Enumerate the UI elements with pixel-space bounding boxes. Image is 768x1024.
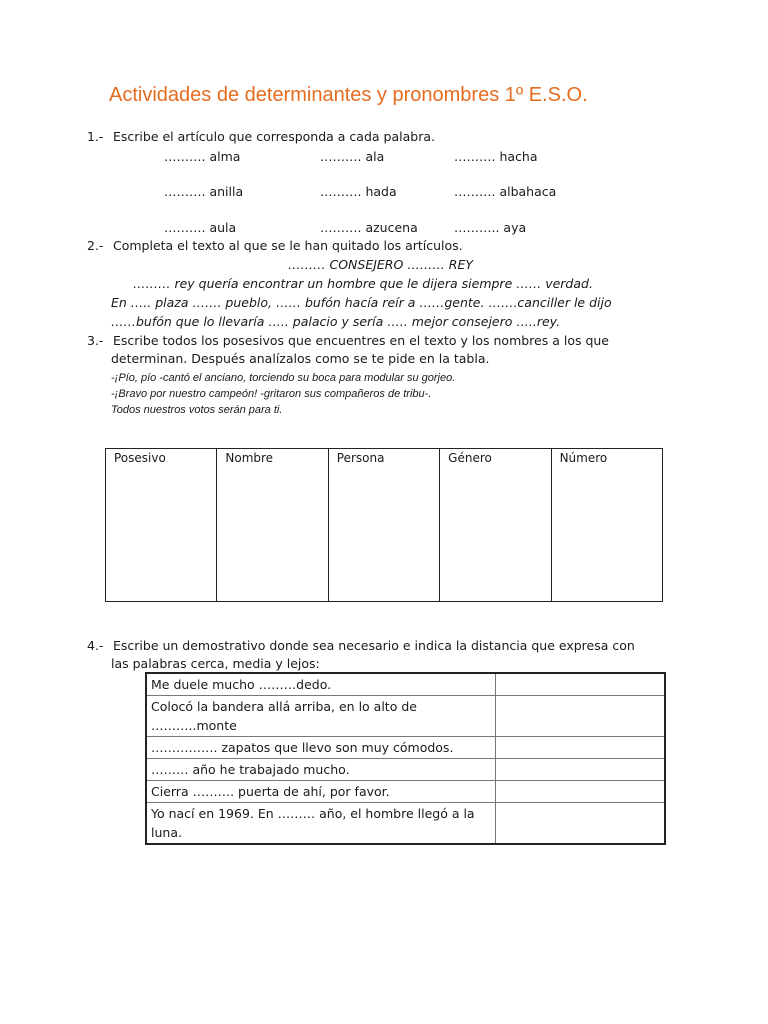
ex1-instruction: 1.- Escribe el artículo que corresponda a cada palabra. (87, 129, 435, 144)
sentence-cell: Me duele mucho ………dedo. (146, 673, 496, 696)
sentence-cell: ……………. zapatos que llevo son muy cómodos. (146, 737, 496, 759)
demonstratives-table (145, 672, 666, 845)
ex4-instruction: 4.- Escribe un demostrativo donde sea necesario e indica la distancia que expresa con (87, 638, 635, 653)
ex2-text-line: ……… rey quería encontrar un hombre que le dijera siempre …… verdad. (133, 276, 593, 291)
table-header-row (106, 449, 663, 602)
sentence-cell: Yo nací en 1969. En ……… año, el hombre llegó a la luna. (146, 803, 496, 845)
column-header-posesivo: Posesivo (106, 449, 217, 602)
table-row (146, 759, 665, 781)
possessives-table (105, 448, 663, 602)
column-header-persona: Persona (328, 449, 439, 602)
sentence-cell: ……… año he trabajado mucho. (146, 759, 496, 781)
ex3-number: 3.- (87, 333, 104, 348)
table-row (146, 696, 665, 737)
distance-answer-cell[interactable] (496, 759, 666, 781)
word-item: ………. hada (320, 184, 397, 199)
distance-answer-cell[interactable] (496, 781, 666, 803)
ex4-instruction-cont: las palabras cerca, media y lejos: (111, 656, 320, 671)
word-item: ………. albahaca (454, 184, 557, 199)
ex2-text-line: ……bufón que lo llevaría ….. palacio y sería ….. mejor consejero …..rey. (111, 314, 561, 329)
column-header-numero: Número (551, 449, 662, 602)
distance-answer-cell[interactable] (496, 737, 666, 759)
worksheet-title: Actividades de determinantes y pronombres 1º E.S.O. (109, 84, 588, 106)
table-row (146, 781, 665, 803)
ex2-number: 2.- (87, 238, 104, 253)
column-header-nombre: Nombre (217, 449, 328, 602)
ex1-number: 1.- (87, 129, 104, 144)
ex4-number: 4.- (87, 638, 104, 653)
table-row (146, 737, 665, 759)
word-item: ………. alma (164, 149, 241, 164)
ex3-text-line: Todos nuestros votos serán para ti. (111, 404, 283, 416)
word-item: ……….. aya (454, 220, 527, 235)
ex2-text-line: En ….. plaza ……. pueblo, …… bufón hacía reír a ……gente. …….canciller le dijo (111, 295, 612, 310)
distance-answer-cell[interactable] (496, 803, 666, 845)
word-item: ………. hacha (454, 149, 538, 164)
word-item: ………. anilla (164, 184, 244, 199)
word-item: ………. aula (164, 220, 237, 235)
ex3-instruction-cont: determinan. Después analízalos como se te pide en la tabla. (111, 351, 490, 366)
distance-answer-cell[interactable] (496, 673, 666, 696)
ex3-instruction: 3.- Escribe todos los posesivos que encuentres en el texto y los nombres a los que (87, 333, 610, 348)
sentence-cell: Cierra ………. puerta de ahí, por favor. (146, 781, 496, 803)
word-item: ………. azucena (320, 220, 418, 235)
ex3-text-line: -¡Bravo por nuestro campeón! -gritaron sus compañeros de tribu-. (111, 388, 432, 400)
ex2-instruction: 2.- Completa el texto al que se le han quitado los artículos. (87, 238, 463, 253)
column-header-genero: Género (440, 449, 551, 602)
ex2-story-heading: ……… CONSEJERO ……… REY (288, 257, 473, 272)
table-row (146, 803, 665, 845)
table-row (146, 673, 665, 696)
word-item: ………. ala (320, 149, 385, 164)
ex3-text-line: -¡Pío, pío -cantó el anciano, torciendo su boca para modular su gorjeo. (111, 372, 456, 384)
distance-answer-cell[interactable] (496, 696, 666, 737)
sentence-cell: Colocó la bandera allá arriba, en lo alto de ………..monte (146, 696, 496, 737)
